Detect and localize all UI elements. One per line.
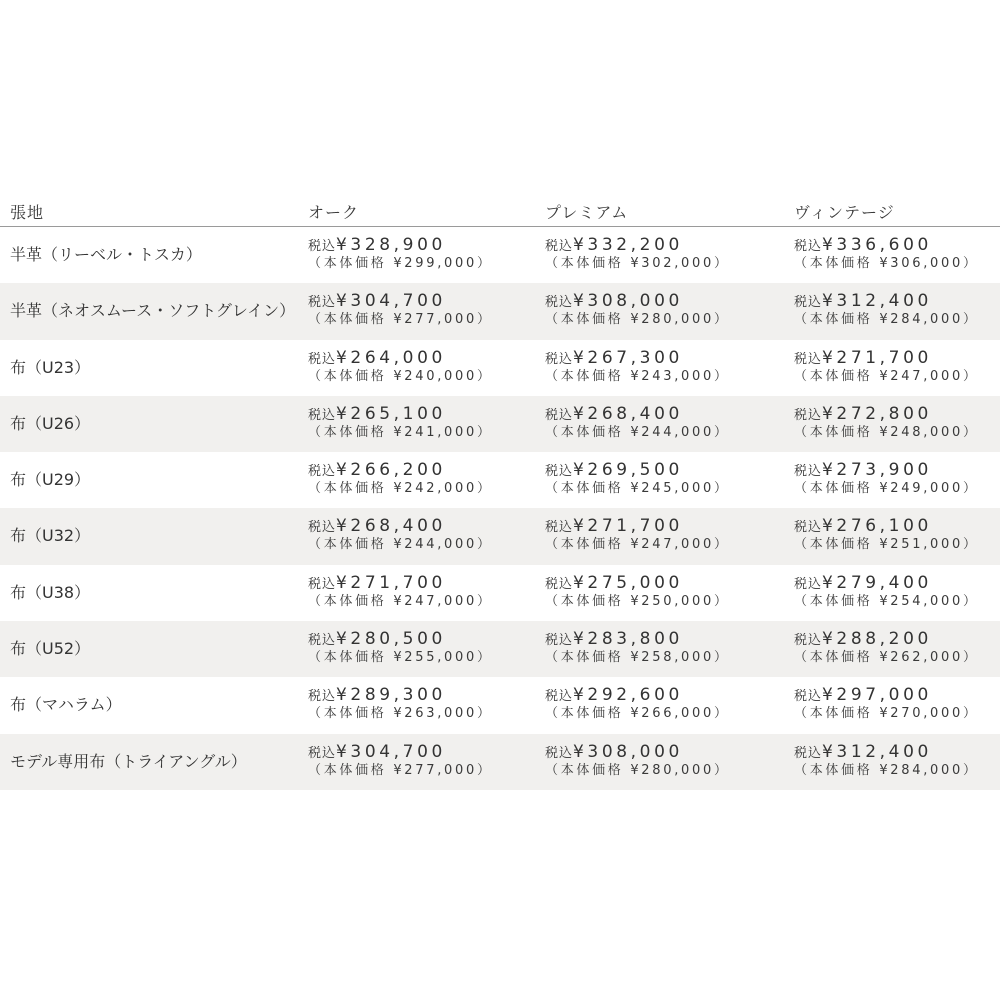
- tax-included-line: [794, 685, 979, 705]
- tax-included-line: [308, 573, 493, 593]
- price-cell-vintage: [794, 573, 979, 611]
- tax-prefix: 税込: [545, 351, 574, 367]
- base-price: （本体価格 ¥280,000）: [545, 312, 730, 328]
- price-cell-premium: [545, 291, 730, 329]
- tax-prefix: 税込: [545, 295, 574, 311]
- tax-prefix: 税込: [545, 689, 574, 705]
- tax-included-price: ¥269,500: [573, 460, 683, 481]
- price-cell-oak: [308, 573, 493, 611]
- tax-included-line: [545, 404, 730, 424]
- price-cell-premium: [545, 404, 730, 442]
- price-cell-oak: [308, 629, 493, 667]
- tax-included-price: ¥272,800: [822, 403, 932, 424]
- tax-included-line: [545, 742, 730, 762]
- tax-included-line: [794, 348, 979, 368]
- base-price: （本体価格 ¥240,000）: [308, 368, 493, 384]
- base-price: （本体価格 ¥254,000）: [794, 593, 979, 609]
- tax-included-price: ¥332,200: [573, 235, 683, 255]
- tax-included-price: ¥308,000: [573, 741, 683, 762]
- base-price: （本体価格 ¥306,000）: [794, 256, 979, 271]
- row-label: 布（U32）: [10, 526, 91, 546]
- tax-prefix: 税込: [794, 407, 823, 423]
- tax-included-price: ¥312,400: [822, 291, 932, 312]
- tax-included-price: ¥276,100: [822, 516, 932, 537]
- base-price: （本体価格 ¥302,000）: [545, 256, 730, 271]
- base-price: （本体価格 ¥258,000）: [545, 650, 730, 666]
- tax-included-price: ¥265,100: [336, 403, 446, 424]
- base-price: （本体価格 ¥247,000）: [308, 593, 493, 609]
- header-oak: オーク: [308, 203, 360, 222]
- tax-included-price: ¥275,000: [573, 572, 683, 593]
- base-price: （本体価格 ¥245,000）: [545, 481, 730, 497]
- tax-included-line: [794, 516, 979, 536]
- row-label: 布（U38）: [10, 582, 91, 602]
- tax-prefix: 税込: [794, 295, 823, 311]
- tax-prefix: 税込: [794, 576, 823, 592]
- row-label: 布（U23）: [10, 357, 91, 377]
- row-label: 布（U29）: [10, 470, 91, 490]
- tax-included-line: [794, 573, 979, 593]
- tax-prefix: 税込: [545, 633, 574, 649]
- price-cell-premium: [545, 348, 730, 386]
- base-price: （本体価格 ¥244,000）: [545, 424, 730, 440]
- tax-prefix: 税込: [308, 351, 337, 367]
- tax-included-price: ¥273,900: [822, 460, 932, 481]
- tax-prefix: 税込: [794, 520, 823, 536]
- table-row: [0, 283, 1000, 339]
- price-cell-oak: [308, 460, 493, 498]
- base-price: （本体価格 ¥280,000）: [545, 762, 730, 778]
- tax-prefix: 税込: [794, 351, 823, 367]
- base-price: （本体価格 ¥241,000）: [308, 424, 493, 440]
- row-label: 布（マハラム）: [10, 695, 122, 715]
- table-row: [0, 677, 1000, 733]
- base-price: （本体価格 ¥266,000）: [545, 706, 730, 722]
- tax-prefix: 税込: [545, 407, 574, 423]
- tax-included-price: ¥292,600: [573, 685, 683, 706]
- tax-included-line: [794, 404, 979, 424]
- price-cell-oak: [308, 742, 493, 780]
- tax-prefix: 税込: [308, 407, 337, 423]
- base-price: （本体価格 ¥249,000）: [794, 481, 979, 497]
- tax-included-line: [308, 235, 493, 255]
- price-cell-premium: [545, 460, 730, 498]
- price-cell-premium: [545, 685, 730, 723]
- tax-included-price: ¥266,200: [336, 460, 446, 481]
- tax-included-line: [545, 573, 730, 593]
- header-premium: プレミアム: [545, 203, 629, 222]
- tax-included-price: ¥268,400: [573, 403, 683, 424]
- tax-included-price: ¥304,700: [336, 741, 446, 762]
- base-price: （本体価格 ¥247,000）: [545, 537, 730, 553]
- tax-included-price: ¥312,400: [822, 741, 932, 762]
- table-row: [0, 396, 1000, 452]
- table-row: [0, 508, 1000, 564]
- row-label: 布（U26）: [10, 413, 91, 433]
- tax-included-price: ¥297,000: [822, 685, 932, 706]
- tax-included-line: [545, 629, 730, 649]
- tax-included-line: [794, 291, 979, 311]
- tax-prefix: 税込: [308, 633, 337, 649]
- price-cell-oak: [308, 516, 493, 554]
- base-price: （本体価格 ¥277,000）: [308, 762, 493, 778]
- tax-prefix: 税込: [308, 239, 337, 254]
- price-table: [0, 192, 1000, 790]
- tax-prefix: 税込: [308, 689, 337, 705]
- tax-included-line: [308, 291, 493, 311]
- table-header: [0, 192, 1000, 227]
- tax-included-price: ¥304,700: [336, 291, 446, 312]
- price-cell-vintage: [794, 348, 979, 386]
- tax-included-line: [545, 460, 730, 480]
- row-label: モデル専用布（トライアングル）: [10, 751, 247, 771]
- tax-included-line: [545, 516, 730, 536]
- price-cell-oak: [308, 291, 493, 329]
- row-label: 半革（ネオスムース・ソフトグレイン）: [10, 301, 296, 321]
- price-cell-oak: [308, 404, 493, 442]
- base-price: （本体価格 ¥263,000）: [308, 706, 493, 722]
- price-cell-vintage: [794, 460, 979, 498]
- price-cell-vintage: [794, 516, 979, 554]
- tax-included-price: ¥283,800: [573, 629, 683, 650]
- price-cell-oak: [308, 685, 493, 723]
- tax-prefix: 税込: [308, 464, 337, 480]
- tax-prefix: 税込: [308, 745, 337, 761]
- tax-included-line: [545, 291, 730, 311]
- tax-included-line: [545, 348, 730, 368]
- tax-included-line: [308, 629, 493, 649]
- price-cell-premium: [545, 235, 730, 273]
- tax-included-price: ¥288,200: [822, 629, 932, 650]
- tax-included-price: ¥267,300: [573, 347, 683, 368]
- tax-included-price: ¥328,900: [336, 235, 446, 255]
- tax-included-line: [308, 685, 493, 705]
- tax-prefix: 税込: [545, 576, 574, 592]
- base-price: （本体価格 ¥251,000）: [794, 537, 979, 553]
- base-price: （本体価格 ¥247,000）: [794, 368, 979, 384]
- price-cell-vintage: [794, 742, 979, 780]
- price-cell-premium: [545, 629, 730, 667]
- tax-prefix: 税込: [794, 745, 823, 761]
- price-cell-vintage: [794, 291, 979, 329]
- price-cell-premium: [545, 742, 730, 780]
- base-price: （本体価格 ¥284,000）: [794, 762, 979, 778]
- tax-included-line: [308, 460, 493, 480]
- price-cell-oak: [308, 348, 493, 386]
- table-row: [0, 340, 1000, 396]
- price-cell-vintage: [794, 235, 979, 273]
- tax-prefix: 税込: [794, 633, 823, 649]
- tax-included-line: [794, 235, 979, 255]
- price-cell-vintage: [794, 404, 979, 442]
- tax-included-price: ¥280,500: [336, 629, 446, 650]
- row-label: 半革（リーベル・トスカ）: [10, 245, 202, 264]
- tax-included-price: ¥268,400: [336, 516, 446, 537]
- tax-prefix: 税込: [308, 295, 337, 311]
- tax-prefix: 税込: [545, 520, 574, 536]
- base-price: （本体価格 ¥262,000）: [794, 650, 979, 666]
- base-price: （本体価格 ¥299,000）: [308, 256, 493, 271]
- base-price: （本体価格 ¥244,000）: [308, 537, 493, 553]
- base-price: （本体価格 ¥284,000）: [794, 312, 979, 328]
- price-cell-premium: [545, 573, 730, 611]
- header-fabric: 張地: [10, 203, 45, 222]
- tax-prefix: 税込: [545, 464, 574, 480]
- table-row: [0, 227, 1000, 283]
- price-cell-oak: [308, 235, 493, 273]
- tax-prefix: 税込: [545, 745, 574, 761]
- table-row: [0, 734, 1000, 790]
- price-cell-vintage: [794, 685, 979, 723]
- tax-included-line: [308, 348, 493, 368]
- tax-included-price: ¥289,300: [336, 685, 446, 706]
- base-price: （本体価格 ¥243,000）: [545, 368, 730, 384]
- tax-prefix: 税込: [308, 520, 337, 536]
- tax-prefix: 税込: [308, 576, 337, 592]
- table-row: [0, 452, 1000, 508]
- base-price: （本体価格 ¥255,000）: [308, 650, 493, 666]
- tax-included-price: ¥271,700: [822, 347, 932, 368]
- tax-included-price: ¥264,000: [336, 347, 446, 368]
- tax-included-price: ¥336,600: [822, 235, 932, 255]
- tax-prefix: 税込: [794, 464, 823, 480]
- header-vintage: ヴィンテージ: [794, 203, 895, 222]
- table-body: [0, 227, 1000, 790]
- tax-included-price: ¥308,000: [573, 291, 683, 312]
- tax-prefix: 税込: [545, 239, 574, 254]
- tax-included-line: [308, 404, 493, 424]
- base-price: （本体価格 ¥250,000）: [545, 593, 730, 609]
- tax-included-price: ¥279,400: [822, 572, 932, 593]
- table-row: [0, 621, 1000, 677]
- base-price: （本体価格 ¥242,000）: [308, 481, 493, 497]
- tax-included-line: [545, 235, 730, 255]
- base-price: （本体価格 ¥248,000）: [794, 424, 979, 440]
- table-row: [0, 565, 1000, 621]
- tax-included-line: [794, 629, 979, 649]
- tax-prefix: 税込: [794, 689, 823, 705]
- tax-prefix: 税込: [794, 239, 823, 254]
- tax-included-price: ¥271,700: [336, 572, 446, 593]
- price-cell-vintage: [794, 629, 979, 667]
- tax-included-line: [794, 460, 979, 480]
- tax-included-price: ¥271,700: [573, 516, 683, 537]
- tax-included-line: [545, 685, 730, 705]
- tax-included-line: [308, 742, 493, 762]
- base-price: （本体価格 ¥270,000）: [794, 706, 979, 722]
- tax-included-line: [794, 742, 979, 762]
- tax-included-line: [308, 516, 493, 536]
- price-cell-premium: [545, 516, 730, 554]
- base-price: （本体価格 ¥277,000）: [308, 312, 493, 328]
- row-label: 布（U52）: [10, 639, 91, 659]
